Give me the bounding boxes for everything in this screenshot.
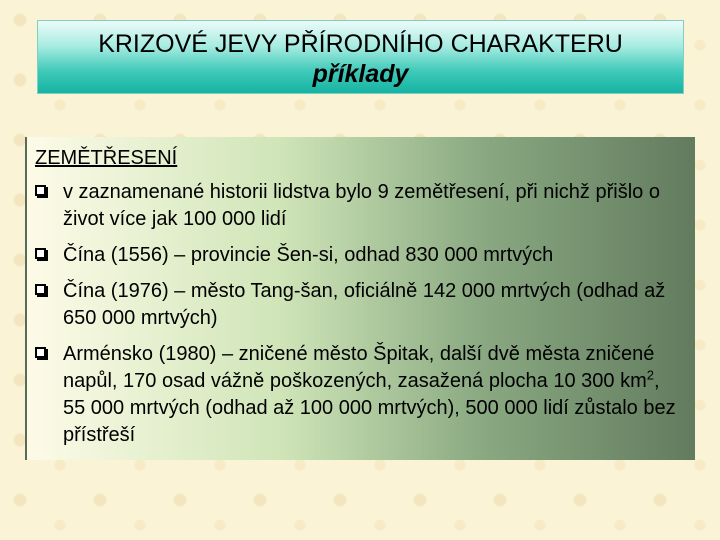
square-bullet-icon — [35, 185, 46, 196]
content-panel — [25, 137, 695, 460]
list-item-text-part: , 55 000 mrtvých (odhad až 100 000 mrtvých), 500 000 lidí zůstalo bez přístřeší — [63, 370, 676, 446]
page-title: KRIZOVÉ JEVY PŘÍRODNÍHO CHARAKTERU — [98, 30, 623, 58]
list-item — [35, 341, 685, 449]
page-subtitle: příklady — [312, 60, 409, 88]
section-heading: ZEMĚTŘESENÍ — [35, 147, 178, 169]
list-item-text: Čína (1556) – provincie Šen-si, odhad 830 000 mrtvých — [63, 244, 554, 266]
square-bullet-icon — [35, 248, 46, 259]
list-item-text: v zaznamenané historii lidstva bylo 9 zemětřesení, při nichž přišlo o život více jak 100 000 lidí — [63, 181, 660, 230]
list-item — [35, 278, 685, 332]
list-item-text — [63, 343, 676, 446]
list-item — [35, 242, 685, 269]
list-item — [35, 179, 685, 233]
list-item-text-part: Arménsko (1980) – zničené město Špitak, další dvě města zničené napůl, 170 osad vážně poškozených, zasažená plocha 10 300 km — [63, 343, 655, 392]
list-item-text: Čína (1976) – město Tang-šan, oficiálně 142 000 mrtvých (odhad až 650 000 mrtvých) — [63, 280, 666, 329]
title-banner — [37, 20, 684, 94]
superscript-exponent: 2 — [646, 367, 654, 383]
square-bullet-icon — [35, 284, 46, 295]
square-bullet-icon — [35, 347, 46, 358]
